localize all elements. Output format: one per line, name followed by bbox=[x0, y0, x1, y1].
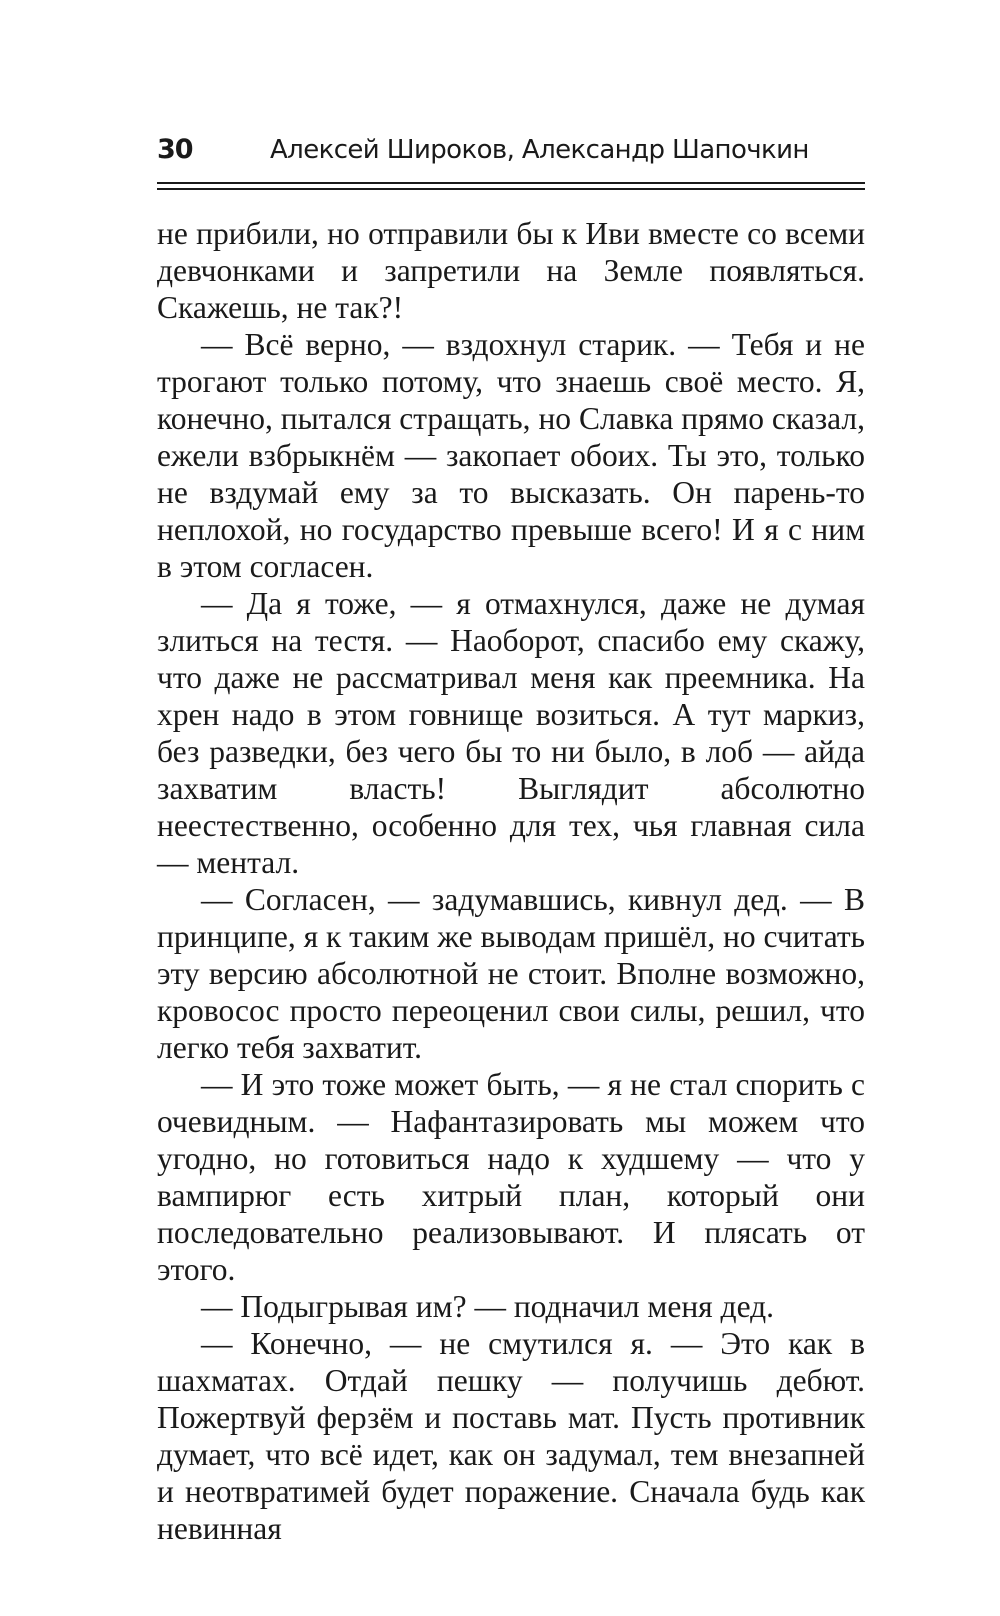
running-head bbox=[157, 133, 865, 173]
paragraph: — Согласен, — задумавшись, кивнул дед. — В принципе, я к таким же выводам пришёл, но считать эту версию абсолютной не стоит. Вполне возможно, кровосос просто переоценил свои силы, решил, что легко тебя захватит. bbox=[157, 882, 865, 1065]
body-text bbox=[157, 215, 865, 1547]
header-rule-bottom bbox=[157, 188, 865, 190]
paragraph: — Всё верно, — вздохнул старик. — Тебя и не трогают только потому, что знаешь своё место. Я, конечно, пытался стращать, но Славка прямо сказал, ежели взбрыкнём — закопает обоих. Ты это, только не вздумай ему за то высказать. Он парень-то неплохой, но государство превыше всего! И я с ним в этом согласен. bbox=[157, 327, 865, 584]
paragraph: — Подыгрывая им? — подначил меня дед. bbox=[201, 1289, 775, 1324]
running-head-authors: Алексей Широков, Александр Шапочкин bbox=[270, 135, 809, 165]
paragraph: — И это тоже может быть, — я не стал спорить с очевидным. — Нафантазировать мы можем что угодно, но готовиться надо к худшему — что у вампирюг есть хитрый план, который они последовательно реализовывают. И плясать от этого. bbox=[157, 1067, 865, 1287]
page-number: 30 bbox=[157, 134, 193, 165]
paragraph-continued: не прибили, но отправили бы к Иви вместе со всеми девчонками и запретили на Земле появляться. Скажешь, не так?! bbox=[157, 216, 865, 325]
paragraph: — Конечно, — не смутился я. — Это как в шахматах. Отдай пешку — получишь дебют. Пожертвуй ферзём и поставь мат. Пусть противник думает, что всё идет, как он задумал, тем внезапней и неотвратимей будет поражение. Сначала будь как невинная bbox=[157, 1326, 865, 1546]
paragraph: — Да я тоже, — я отмахнулся, даже не думая злиться на тестя. — Наоборот, спасибо ему скажу, что даже не рассматривал меня как преемника. На хрен надо в этом говнище возиться. А тут маркиз, без разведки, без чего бы то ни было, в лоб — айда захватим власть! Выглядит абсолютно неестественно, особенно для тех, чья главная сила — ментал. bbox=[157, 586, 865, 880]
header-rule-top bbox=[157, 182, 865, 184]
